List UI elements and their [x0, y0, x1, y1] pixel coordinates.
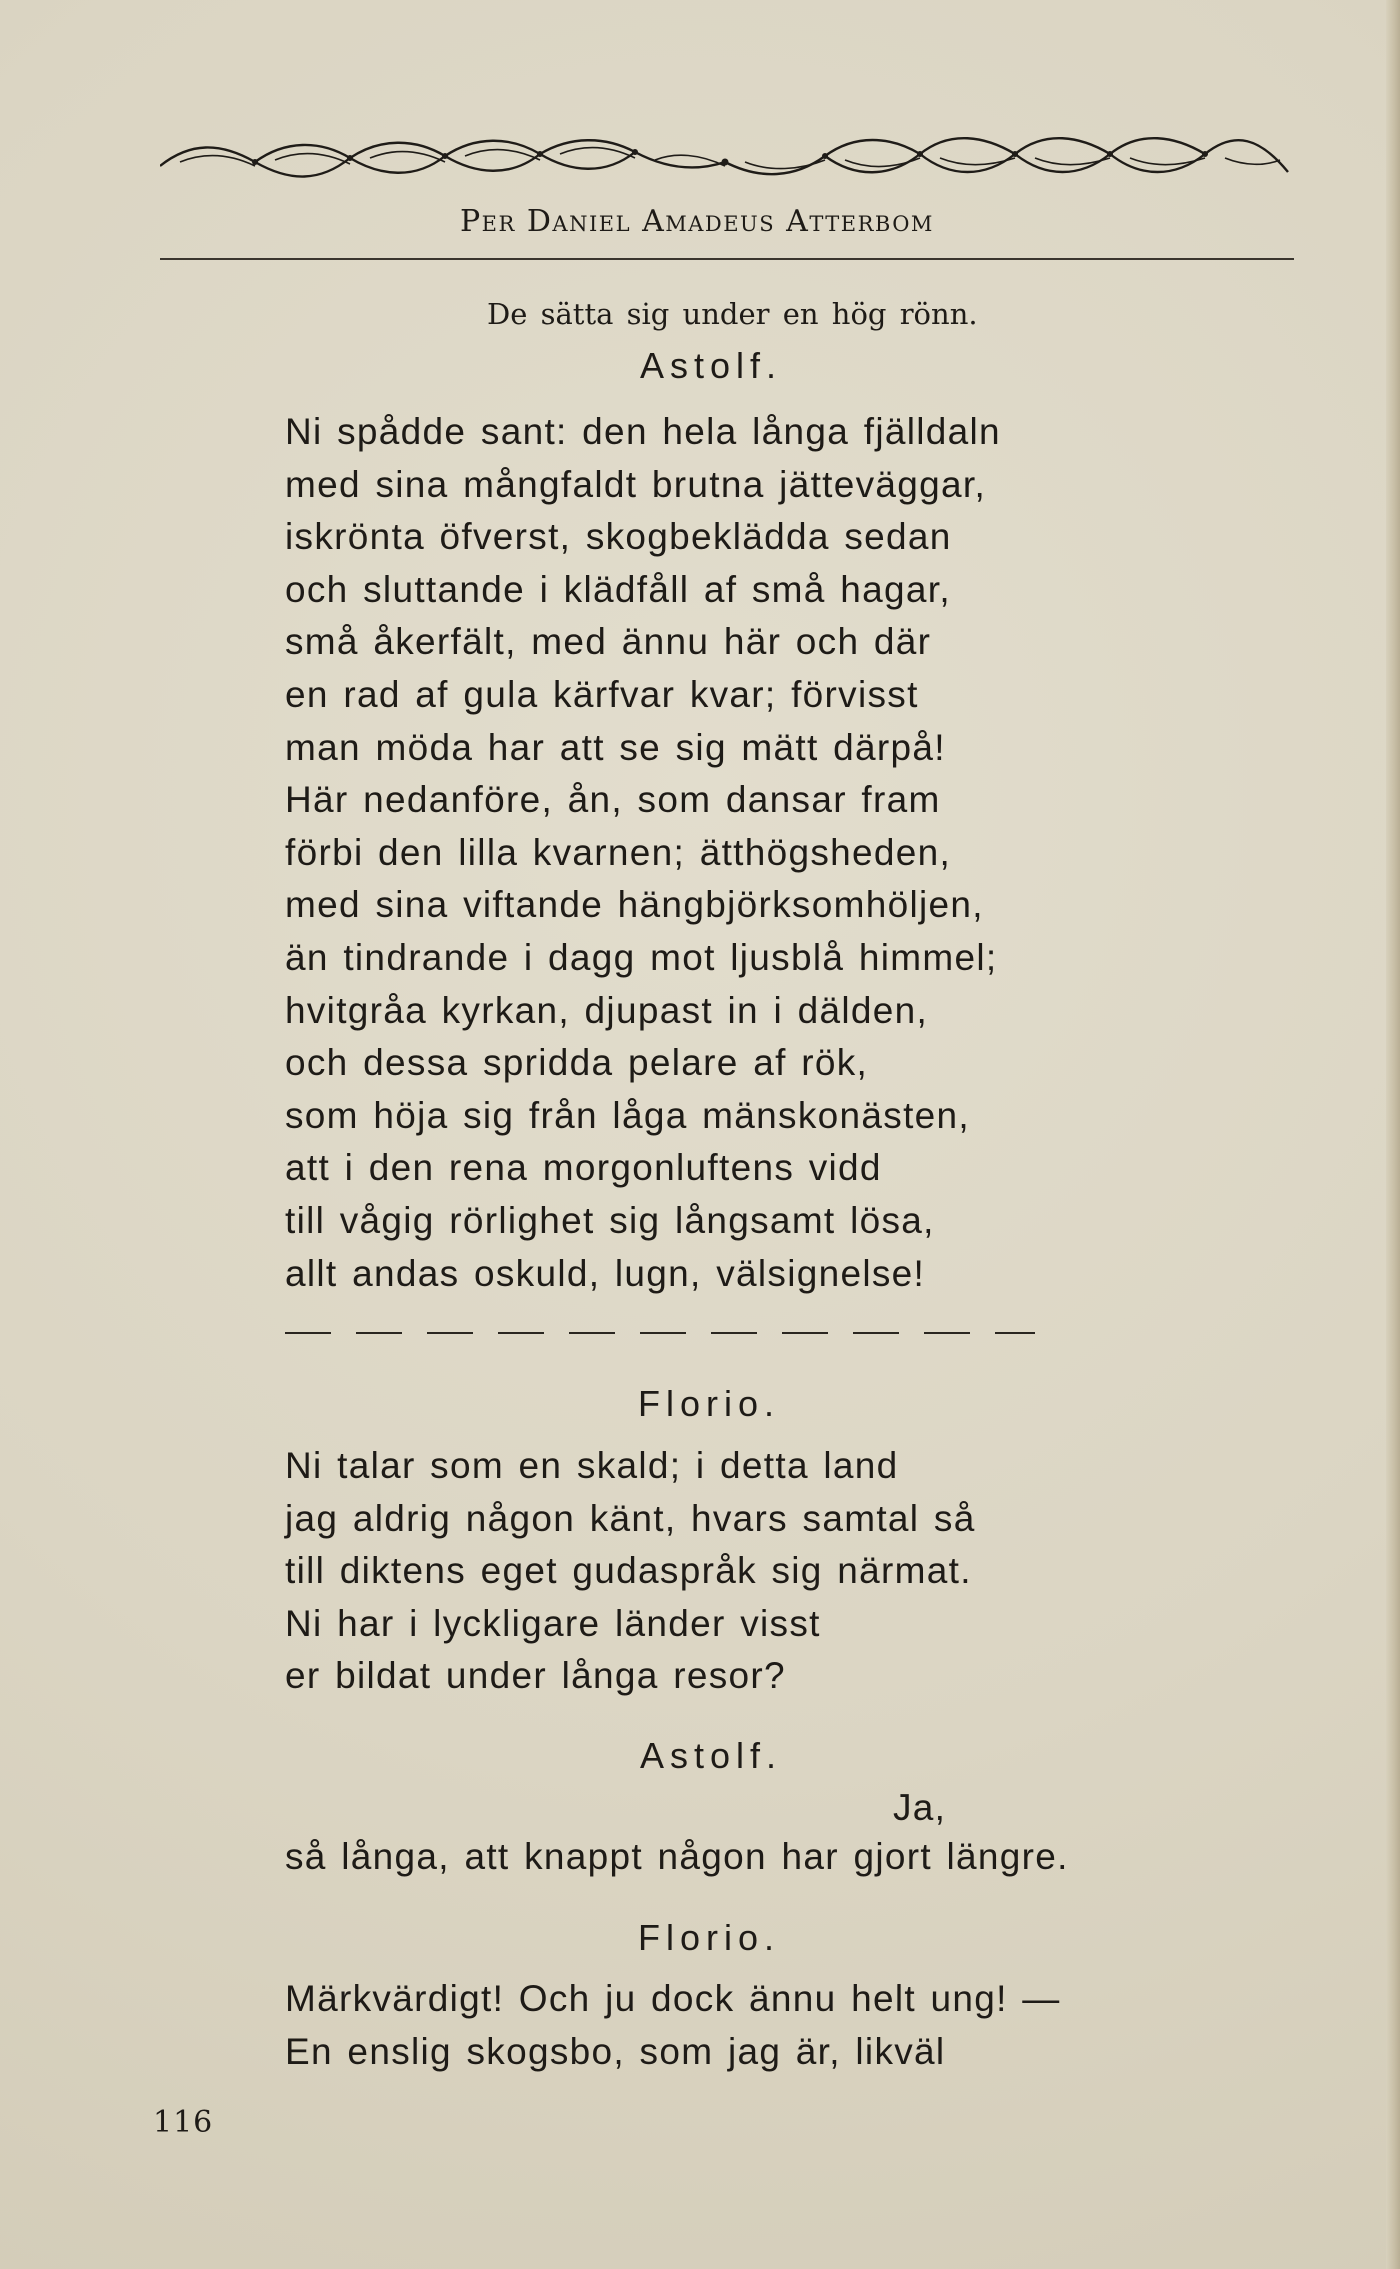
speaker-name: Florio. — [638, 1383, 781, 1424]
speaker-name: Florio. — [638, 1917, 781, 1958]
dashed-separator — [285, 1332, 1035, 1334]
verse-block — [285, 1440, 976, 1703]
page-edge — [1386, 0, 1400, 2269]
ornamental-header-band — [160, 132, 1290, 188]
verse-line: till vågig rörlighet sig långsamt lösa, — [285, 1199, 935, 1241]
verse-line: Märkvärdigt! Och ju dock ännu helt ung! — — [285, 1978, 1061, 2019]
running-head: Per Daniel Amadeus Atterbom — [460, 204, 934, 239]
verse-line: och sluttande i klädfåll af små hagar, — [285, 568, 951, 610]
verse-line: en rad af gula kärfvar kvar; förvisst — [285, 673, 919, 715]
verse-line: med sina mångfaldt brutna jätteväggar, — [285, 463, 987, 505]
verse-block — [285, 1973, 1061, 2078]
verse-line: hvitgråa kyrkan, djupast in i dälden, — [285, 989, 929, 1031]
verse-line: förbi den lilla kvarnen; ätthögsheden, — [285, 831, 952, 873]
verse-line: och dessa spridda pelare af rök, — [285, 1042, 869, 1084]
verse-line: jag aldrig någon känt, hvars samtal så — [285, 1497, 976, 1539]
verse-line: En enslig skogsbo, som jag är, likväl — [285, 2030, 946, 2072]
verse-line: allt andas oskuld, lugn, välsignelse! — [285, 1252, 926, 1294]
page-number: 116 — [153, 2105, 214, 2140]
verse-line: er bildat under långa resor? — [285, 1655, 786, 1697]
verse-line: än tindrande i dagg mot ljusblå himmel; — [285, 936, 998, 978]
verse-line: så långa, att knappt någon har gjort längre. — [285, 1836, 1069, 1877]
verse-line: till diktens eget gudaspråk sig närmat. — [285, 1550, 972, 1592]
verse-line: att i den rena morgonluftens vidd — [285, 1147, 882, 1189]
verse-line: Ni har i lyckligare länder visst — [285, 1602, 821, 1644]
verse-line: Ja, — [893, 1787, 947, 1828]
verse-line: med sina viftande hängbjörksomhöljen, — [285, 884, 984, 926]
verse-line: Ni spådde sant: den hela långa fjälldaln — [285, 411, 1001, 452]
verse-line: Ni talar som en skald; i detta land — [285, 1445, 899, 1486]
stage-direction: De sätta sig under en hög rönn. — [487, 297, 978, 331]
speaker-name: Astolf. — [640, 345, 783, 386]
verse-line: Här nedanföre, ån, som dansar fram — [285, 779, 941, 821]
verse-line: små åkerfält, med ännu här och där — [285, 621, 932, 663]
speaker-name: Astolf. — [640, 1735, 783, 1776]
verse-line: iskrönta öfverst, skogbeklädda sedan — [285, 516, 952, 558]
verse-block — [285, 406, 1001, 1300]
header-rule — [160, 258, 1294, 260]
verse-line: som höja sig från låga mänskonästen, — [285, 1094, 970, 1136]
verse-line: man möda har att se sig mätt därpå! — [285, 726, 946, 768]
